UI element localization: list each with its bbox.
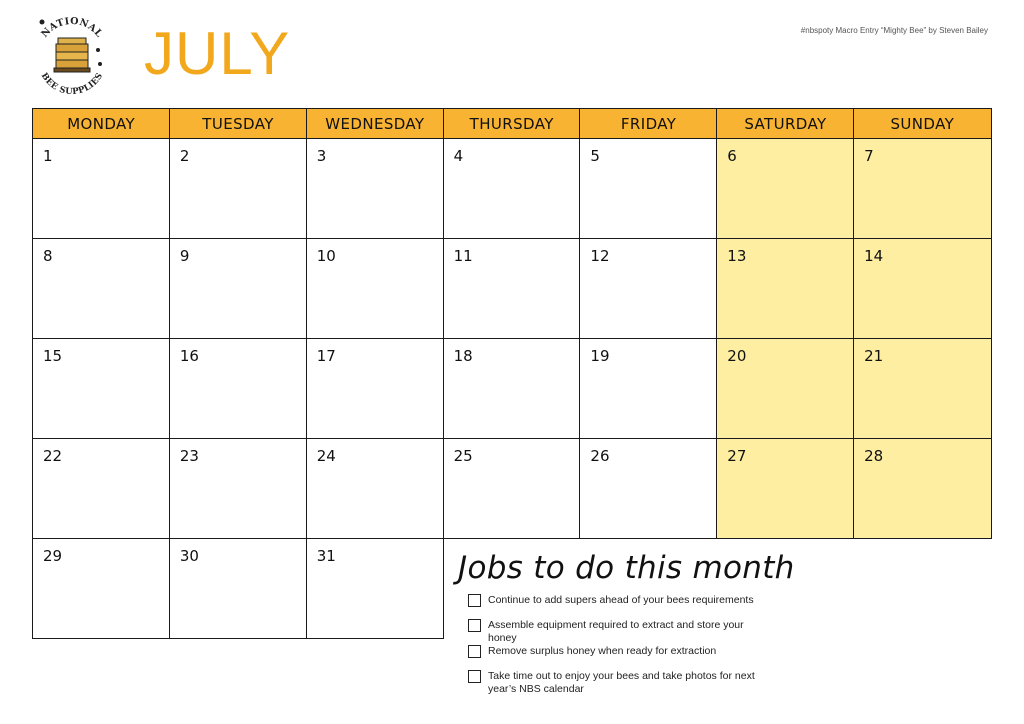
weekday-header: TUESDAY (169, 108, 307, 139)
jobs-title: Jobs to do this month (458, 550, 795, 586)
job-text: Continue to add supers ahead of your bees requirements (488, 594, 754, 606)
weekday-header: SATURDAY (716, 108, 854, 139)
day-cell-weekend[interactable]: 13 (716, 238, 854, 340)
day-cell[interactable]: 18 (443, 338, 581, 440)
jobs-section (458, 550, 998, 696)
day-cell[interactable]: 15 (32, 338, 170, 440)
day-cell[interactable]: 30 (169, 538, 307, 640)
job-checkbox[interactable] (468, 645, 481, 658)
day-cell[interactable]: 10 (306, 238, 444, 340)
weekday-header: MONDAY (32, 108, 170, 139)
day-cell-weekend[interactable]: 7 (853, 138, 991, 240)
job-item (458, 619, 998, 645)
job-text: Remove surplus honey when ready for extraction (488, 645, 717, 657)
weekday-header: WEDNESDAY (306, 108, 444, 139)
day-cell-weekend[interactable]: 28 (853, 438, 991, 540)
beehive-logo-icon (28, 10, 116, 98)
photo-credit: #nbspoty Macro Entry “Mighty Bee” by Steven Bailey (800, 26, 988, 35)
day-cell[interactable]: 19 (579, 338, 717, 440)
day-cell[interactable]: 31 (306, 538, 444, 640)
weekday-header: FRIDAY (579, 108, 717, 139)
day-cell[interactable]: 26 (579, 438, 717, 540)
day-cell[interactable]: 22 (32, 438, 170, 540)
day-cell[interactable]: 16 (169, 338, 307, 440)
weekday-header: SUNDAY (853, 108, 991, 139)
day-cell-weekend[interactable]: 14 (853, 238, 991, 340)
day-cell[interactable]: 1 (32, 138, 170, 240)
day-cell[interactable]: 29 (32, 538, 170, 640)
month-title: JULY (144, 20, 291, 87)
day-cell-weekend[interactable]: 21 (853, 338, 991, 440)
day-cell[interactable]: 17 (306, 338, 444, 440)
day-cell[interactable]: 9 (169, 238, 307, 340)
day-cell[interactable]: 2 (169, 138, 307, 240)
day-cell[interactable]: 23 (169, 438, 307, 540)
day-cell-weekend[interactable]: 20 (716, 338, 854, 440)
job-item (458, 670, 998, 696)
job-item (458, 645, 998, 670)
job-checkbox[interactable] (468, 594, 481, 607)
day-cell-weekend[interactable]: 6 (716, 138, 854, 240)
day-cell[interactable]: 3 (306, 138, 444, 240)
job-text: Take time out to enjoy your bees and take photos for next year’s NBS calendar (488, 670, 755, 695)
day-cell-weekend[interactable]: 27 (716, 438, 854, 540)
job-item (458, 594, 998, 619)
day-cell[interactable]: 25 (443, 438, 581, 540)
day-cell[interactable]: 24 (306, 438, 444, 540)
job-checkbox[interactable] (468, 670, 481, 683)
day-cell[interactable]: 12 (579, 238, 717, 340)
svg-text:NATIONAL: NATIONAL (39, 15, 105, 40)
day-cell[interactable]: 4 (443, 138, 581, 240)
day-cell[interactable]: 5 (579, 138, 717, 240)
job-checkbox[interactable] (468, 619, 481, 632)
day-cell[interactable]: 8 (32, 238, 170, 340)
svg-text:BEE SUPPLIES: BEE SUPPLIES (38, 71, 106, 98)
day-cell[interactable]: 11 (443, 238, 581, 340)
weekday-header: THURSDAY (443, 108, 581, 139)
job-text: Assemble equipment required to extract and store your honey (488, 619, 744, 644)
